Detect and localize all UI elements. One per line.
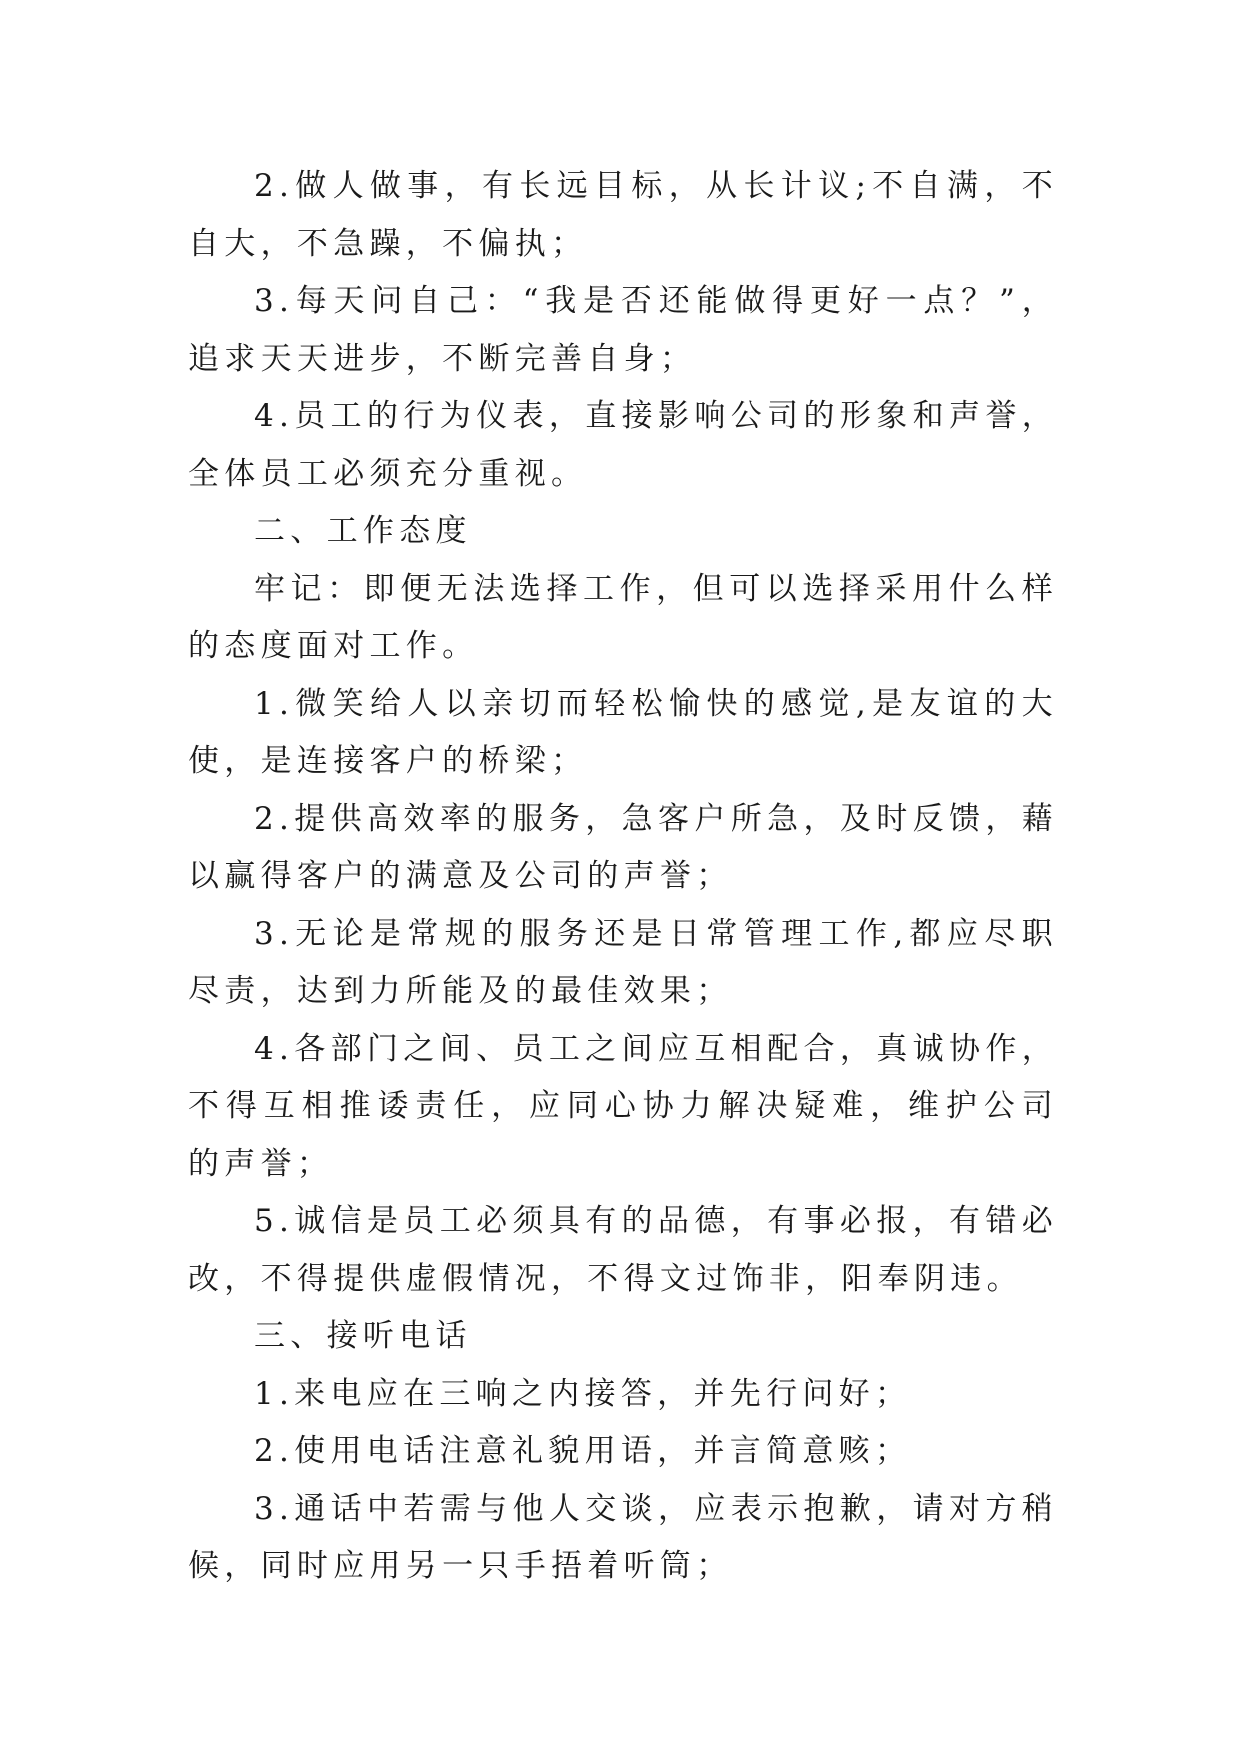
paragraph: 3.每天问自己：“我是否还能做得更好一点？”，追求天天进步，不断完善自身；: [188, 283, 1058, 377]
document-body: [188, 158, 1058, 1596]
paragraph: 2.提供高效率的服务，急客户所急，及时反馈，藉以赢得客户的满意及公司的声誉；: [188, 800, 1058, 894]
paragraph: 5.诚信是员工必须具有的品德，有事必报，有错必改，不得提供虚假情况，不得文过饰非，阳奉阴违。: [188, 1203, 1058, 1297]
paragraph: 3.无论是常规的服务还是日常管理工作,都应尽职尽责，达到力所能及的最佳效果；: [188, 915, 1058, 1009]
paragraph: 4.各部门之间、员工之间应互相配合，真诚协作，不得互相推诿责任，应同心协力解决疑难，维护公司的声誉；: [188, 1030, 1058, 1182]
paragraph: 牢记：即便无法选择工作，但可以选择采用什么样的态度面对工作。: [188, 570, 1058, 664]
paragraph: 1.微笑给人以亲切而轻松愉快的感觉,是友谊的大使，是连接客户的桥梁；: [188, 685, 1058, 779]
section-heading: 三、接听电话: [254, 1318, 472, 1354]
section-heading: 二、工作态度: [254, 513, 472, 549]
paragraph: 2.做人做事，有长远目标，从长计议;不自满，不自大，不急躁，不偏执；: [188, 168, 1058, 262]
paragraph: 2.使用电话注意礼貌用语，并言简意赅；: [254, 1433, 912, 1469]
paragraph: 4.员工的行为仪表，直接影响公司的形象和声誉，全体员工必须充分重视。: [188, 398, 1058, 492]
paragraph: 3.通话中若需与他人交谈，应表示抱歉，请对方稍候，同时应用另一只手捂着听筒；: [188, 1490, 1058, 1584]
paragraph: 1.来电应在三响之内接答，并先行问好；: [254, 1375, 912, 1412]
